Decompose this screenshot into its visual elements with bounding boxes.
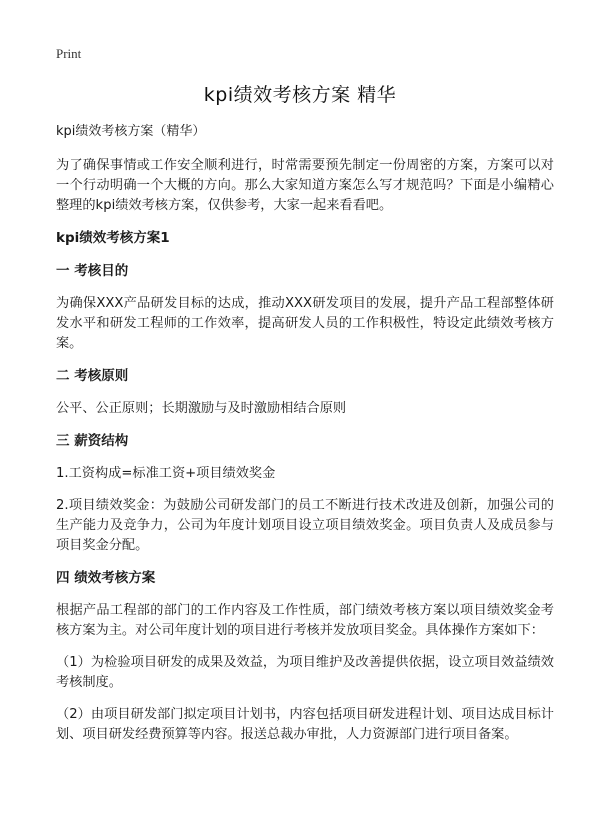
document-title: kpi绩效考核方案 精华	[203, 84, 397, 106]
section-heading-assessment-plan: 四 绩效考核方案	[56, 570, 156, 586]
plan-heading: kpi绩效考核方案1	[56, 230, 170, 246]
print-label: Print	[56, 46, 82, 61]
section-paragraph: 为确保XXX产品研发目标的达成，推动XXX研发项目的发展，提升产品工程部整体研发水平和研发工程师的工作效率，提高研发人员的工作积极性，特设定此绩效考核方案。	[56, 296, 554, 351]
section-paragraph: 公平、公正原则；长期激励与及时激励相结合原则	[56, 401, 347, 416]
document-subtitle: kpi绩效考核方案（精华）	[56, 124, 206, 139]
section-paragraph: 根据产品工程部的部门的工作内容及工作性质，部门绩效考核方案以项目绩效奖金考核方案为主。对公司年度计划的项目进行考核并发放项目奖金。具体操作方案如下：	[56, 603, 554, 638]
section-paragraph: 2.项目绩效奖金：为鼓励公司研发部门的员工不断进行技术改进及创新，加强公司的生产能力及竞争力，公司为年度计划项目设立项目绩效奖金。项目负责人及成员参与项目奖金分配。	[56, 498, 554, 553]
section-heading-salary-structure: 三 薪资结构	[56, 433, 129, 449]
intro-paragraph: 为了确保事情或工作安全顺利进行，时常需要预先制定一份周密的方案，方案可以对一个行动明确一个大概的方向。那么大家知道方案怎么写才规范吗？下面是小编精心整理的kpi绩效考核方案，仅供参考，大家一起来看看吧。	[56, 158, 554, 213]
section-paragraph: 1.工资构成=标准工资+项目绩效奖金	[56, 466, 276, 481]
document-body	[56, 122, 554, 757]
section-paragraph: （1）为检验项目研发的成果及效益，为项目维护及改善提供依据，设立项目效益绩效考核制度。	[56, 655, 554, 690]
section-heading-purpose: 一 考核目的	[56, 263, 129, 279]
section-paragraph: （2）由项目研发部门拟定项目计划书，内容包括项目研发进程计划、项目达成目标计划、项目研发经费预算等内容。报送总裁办审批，人力资源部门进行项目备案。	[56, 707, 554, 742]
section-heading-principles: 二 考核原则	[56, 368, 129, 384]
